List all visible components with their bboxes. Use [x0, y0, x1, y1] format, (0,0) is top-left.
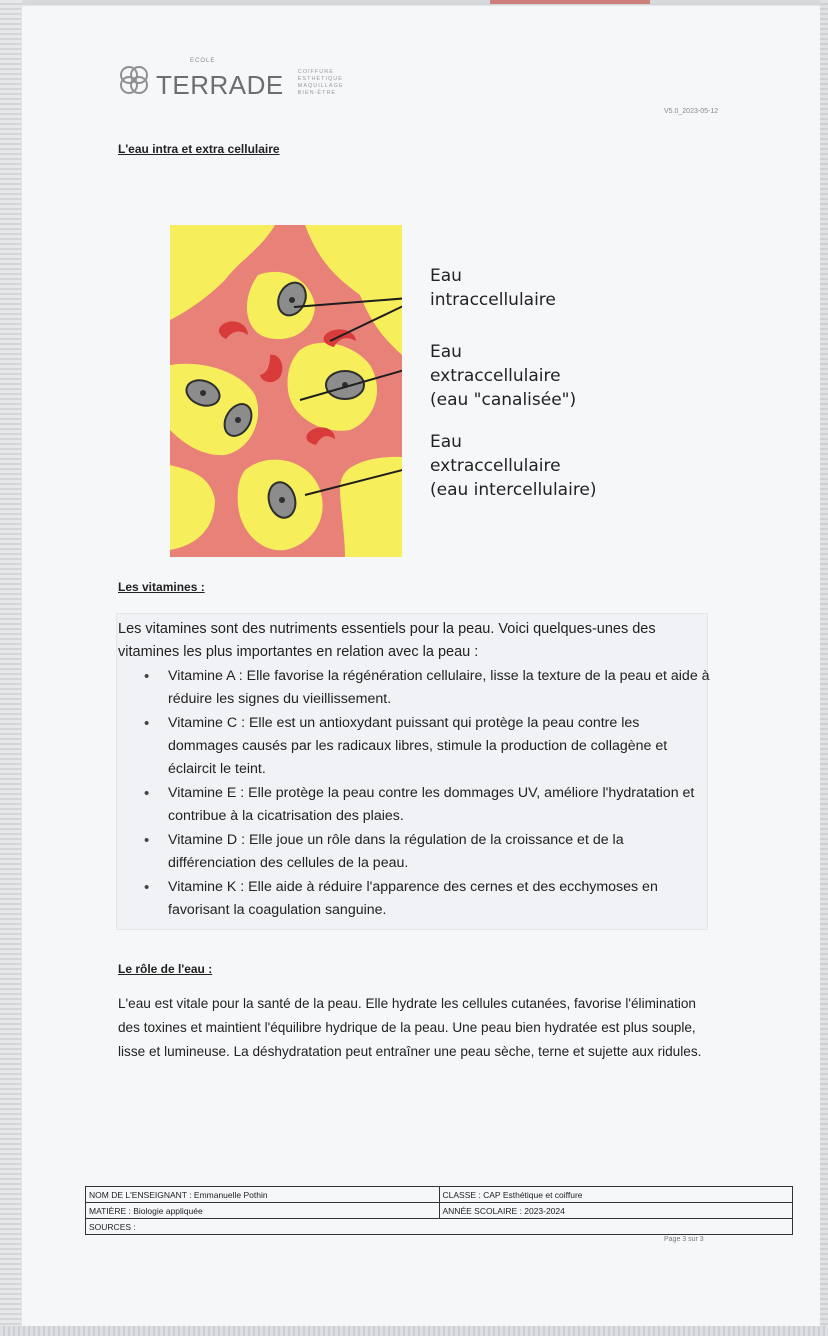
version-code: V5.0_2023-05-12 — [664, 108, 719, 115]
footer-table — [85, 1186, 793, 1235]
list-item: • Vitamine K : Elle aide à réduire l'apparence des cernes et des ecchymoses en favorisant la coagulation sanguine. — [140, 876, 710, 922]
footer-sources: SOURCES : — [86, 1219, 793, 1235]
logo-tag: COIFFURE — [297, 69, 334, 75]
nucleus-center — [279, 497, 285, 503]
logo-school-name: TERRADE — [156, 70, 284, 100]
vitamins-list — [140, 665, 710, 923]
logo-tags — [298, 69, 344, 97]
label-line: (eau intercellulaire) — [430, 480, 597, 500]
nucleus-center — [200, 390, 206, 396]
red-tab-mark — [490, 0, 650, 4]
logo-tag: MAQUILLAGE — [297, 83, 344, 89]
section-title-water-role: Le rôle de l'eau : — [118, 962, 213, 976]
logo-tag: BIEN-ÊTRE — [297, 90, 337, 96]
sleeve-edge — [0, 0, 22, 1336]
water-role-text: L'eau est vitale pour la santé de la peau. Elle hydrate les cellules cutanées, favorise l'élimination des toxines et maintient l'équilibre hydrique de la peau. Une peau bien hydratée est plus souple, lisse et lumineuse. La déshydratation peut entraîner une peau sèche, terne et sujette aux ridules. — [118, 996, 702, 1059]
sleeve-bottom-edge — [0, 1326, 828, 1336]
vitamins-intro: Les vitamines sont des nutriments essentiels pour la peau. Voici quelques-unes des vitamines les plus importantes en relation avec la peau : — [118, 621, 656, 660]
footer-subject: MATIÈRE : Biologie appliquée — [86, 1203, 440, 1219]
nucleus-center — [235, 417, 241, 423]
list-item: • Vitamine E : Elle protège la peau contre les dommages UV, améliore l'hydratation et contribue à la cicatrisation des plaies. — [140, 782, 710, 828]
section-title-vitamins: Les vitamines : — [118, 580, 205, 594]
list-item: • Vitamine D : Elle joue un rôle dans la régulation de la croissance et de la différenciation des cellules de la peau. — [140, 829, 710, 875]
label-line: extraccellulaire — [430, 366, 561, 386]
label-line: (eau "canalisée") — [430, 390, 577, 410]
section-title-water-cells: L'eau intra et extra cellulaire — [118, 142, 280, 156]
sleeve-right-edge — [820, 0, 828, 1336]
logo-tag: ESTHÉTIQUE — [297, 76, 343, 82]
label-line: extraccellulaire — [430, 456, 561, 476]
footer-teacher: NOM DE L'ENSEIGNANT : Emmanuelle Pothin — [86, 1187, 440, 1203]
label-extracellular-canalized — [430, 340, 576, 412]
school-logo — [118, 60, 344, 100]
label-line: intraccellulaire — [430, 290, 556, 310]
label-line: Eau — [430, 432, 462, 452]
label-line: Eau — [430, 266, 462, 286]
label-extracellular-intercellular — [430, 430, 597, 502]
nucleus-center — [289, 297, 295, 303]
list-item: • Vitamine A : Elle favorise la régénération cellulaire, lisse la texture de la peau et aide à réduire les signes du vieillissement. — [140, 665, 710, 711]
logo-school-label: ECOLE — [190, 58, 216, 64]
water-diagram — [170, 225, 402, 557]
label-line: Eau — [430, 342, 462, 362]
footer-class: CLASSE : CAP Esthétique et coiffure — [439, 1187, 793, 1203]
label-intracellular — [430, 264, 556, 312]
footer-year: ANNÉE SCOLAIRE : 2023-2024 — [439, 1203, 793, 1219]
list-item: • Vitamine C : Elle est un antioxydant puissant qui protège la peau contre les dommages causés par les radicaux libres, stimule la production de collagène et éclaircit le teint. — [140, 712, 710, 781]
terrade-logo-icon — [118, 64, 150, 96]
page-number: Page 3 sur 3 — [664, 1236, 704, 1243]
